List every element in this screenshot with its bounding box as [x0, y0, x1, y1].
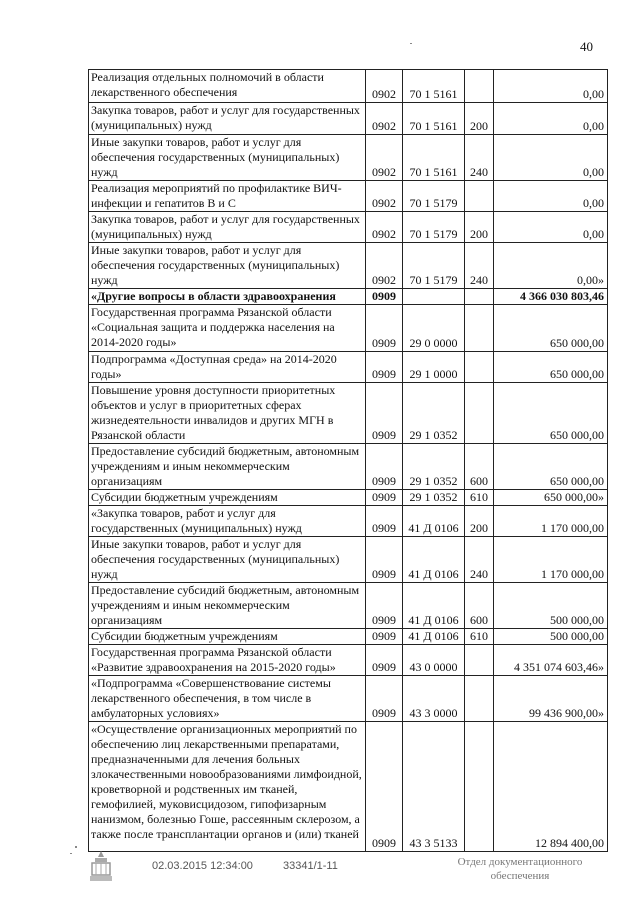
cell-expense-type: 200 — [465, 212, 494, 243]
page-number: 40 — [580, 39, 593, 54]
cell-target-code: 43 3 5133 — [403, 722, 465, 852]
cell-target-code: 70 1 5161 — [403, 135, 465, 181]
footer-timestamp: 02.03.2015 12:34:00 — [152, 860, 253, 872]
cell-section-code: 0902 — [366, 103, 403, 135]
cell-expense-type: 600 — [465, 444, 494, 490]
cell-amount: 0,00 — [494, 181, 608, 212]
table-row — [89, 181, 608, 212]
cell-target-code: 70 1 5161 — [403, 70, 465, 103]
cell-expense-type: 200 — [465, 103, 494, 135]
cell-amount: 4 366 030 803,46 — [494, 289, 608, 305]
cell-target-code: 70 1 5179 — [403, 243, 465, 289]
cell-section-code: 0902 — [366, 135, 403, 181]
cell-expense-type — [465, 352, 494, 383]
cell-expense-type: 240 — [465, 537, 494, 583]
table-row — [89, 289, 608, 305]
emblem-logo — [88, 849, 114, 883]
cell-section-code: 0909 — [366, 629, 403, 645]
cell-expense-type: 610 — [465, 490, 494, 506]
cell-expense-type: 240 — [465, 243, 494, 289]
budget-table — [88, 69, 608, 852]
cell-amount: 1 170 000,00 — [494, 537, 608, 583]
cell-expense-type: 610 — [465, 629, 494, 645]
cell-name: Государственная программа Рязанской области «Социальная защита и поддержка населения на 2014-2020 годы» — [89, 305, 366, 352]
table-row — [89, 676, 608, 722]
cell-expense-type — [465, 645, 494, 676]
cell-name: Предоставление субсидий бюджетным, автономным учреждениям и иным некоммерческим организациям — [89, 444, 366, 490]
table-row — [89, 70, 608, 103]
cell-name: Закупка товаров, работ и услуг для государственных (муниципальных) нужд — [89, 212, 366, 243]
scan-artifact — [70, 853, 72, 854]
cell-amount: 1 170 000,00 — [494, 506, 608, 537]
scan-artifact — [410, 43, 412, 44]
cell-amount: 4 351 074 603,46» — [494, 645, 608, 676]
cell-section-code: 0902 — [366, 181, 403, 212]
table-row — [89, 305, 608, 352]
cell-name: Закупка товаров, работ и услуг для государственных (муниципальных) нужд — [89, 103, 366, 135]
cell-section-code: 0909 — [366, 506, 403, 537]
cell-section-code: 0902 — [366, 212, 403, 243]
cell-amount: 650 000,00 — [494, 444, 608, 490]
cell-name: Субсидии бюджетным учреждениям — [89, 490, 366, 506]
table-row — [89, 506, 608, 537]
cell-target-code: 43 3 0000 — [403, 676, 465, 722]
cell-target-code: 41 Д 0106 — [403, 506, 465, 537]
cell-section-code: 0909 — [366, 305, 403, 352]
cell-target-code: 29 1 0352 — [403, 383, 465, 444]
cell-amount: 12 894 400,00 — [494, 722, 608, 852]
table-row — [89, 103, 608, 135]
cell-section-code: 0902 — [366, 70, 403, 103]
cell-section-code: 0909 — [366, 444, 403, 490]
table-row — [89, 583, 608, 629]
cell-amount: 0,00 — [494, 135, 608, 181]
cell-amount: 500 000,00 — [494, 583, 608, 629]
cell-name: «Осуществление организационных мероприятий по обеспечению лиц лекарственными препаратами, предназначенными для лечения больных злокачественными новообразованиями лимфоидной, кроветворной и родственных им тканей, гемофилией, муковисцидозом, гипофизарным нанизмом, болезнью Гоше, рассеянным склерозом, а также после трансплантации органов и (или) тканей — [89, 722, 366, 852]
cell-amount: 99 436 900,00» — [494, 676, 608, 722]
table-row — [89, 212, 608, 243]
cell-expense-type — [465, 181, 494, 212]
cell-expense-type — [465, 383, 494, 444]
cell-section-code: 0909 — [366, 352, 403, 383]
table-row — [89, 537, 608, 583]
cell-section-code: 0909 — [366, 583, 403, 629]
cell-expense-type: 600 — [465, 583, 494, 629]
cell-target-code: 29 1 0352 — [403, 444, 465, 490]
cell-target-code: 29 0 0000 — [403, 305, 465, 352]
cell-target-code: 70 1 5179 — [403, 181, 465, 212]
cell-section-code: 0909 — [366, 289, 403, 305]
cell-name: «Подпрограмма «Совершенствование системы лекарственного обеспечения, в том числе в амбулаторных условиях» — [89, 676, 366, 722]
cell-name: «Закупка товаров, работ и услуг для государственных (муниципальных) нужд — [89, 506, 366, 537]
cell-section-code: 0909 — [366, 537, 403, 583]
table-row — [89, 629, 608, 645]
footer-document-code: 33341/1-11 — [283, 860, 338, 872]
scan-artifact — [75, 846, 77, 848]
cell-name: Иные закупки товаров, работ и услуг для обеспечения государственных (муниципальных) нужд — [89, 243, 366, 289]
cell-expense-type — [465, 289, 494, 305]
cell-section-code: 0902 — [366, 243, 403, 289]
cell-section-code: 0909 — [366, 676, 403, 722]
cell-name: Предоставление субсидий бюджетным, автономным учреждениям и иным некоммерческим организациям — [89, 583, 366, 629]
table-body — [89, 70, 608, 852]
cell-section-code: 0909 — [366, 645, 403, 676]
cell-name: Иные закупки товаров, работ и услуг для обеспечения государственных (муниципальных) нужд — [89, 135, 366, 181]
cell-amount: 500 000,00 — [494, 629, 608, 645]
cell-expense-type — [465, 70, 494, 103]
cell-name: Субсидии бюджетным учреждениям — [89, 629, 366, 645]
cell-amount: 650 000,00 — [494, 352, 608, 383]
cell-target-code: 41 Д 0106 — [403, 537, 465, 583]
cell-amount: 0,00 — [494, 212, 608, 243]
table-row — [89, 135, 608, 181]
cell-target-code: 29 1 0352 — [403, 490, 465, 506]
cell-section-code: 0909 — [366, 383, 403, 444]
cell-target-code: 70 1 5161 — [403, 103, 465, 135]
cell-name: Подпрограмма «Доступная среда» на 2014-2020 годы» — [89, 352, 366, 383]
cell-target-code: 29 1 0000 — [403, 352, 465, 383]
table-row — [89, 243, 608, 289]
table-row — [89, 352, 608, 383]
cell-amount: 650 000,00 — [494, 383, 608, 444]
footer-department-line2: обеспечения — [490, 870, 550, 882]
cell-expense-type: 240 — [465, 135, 494, 181]
table-row — [89, 645, 608, 676]
cell-target-code: 70 1 5179 — [403, 212, 465, 243]
cell-section-code: 0909 — [366, 722, 403, 852]
footer-department-stamp — [445, 855, 595, 883]
cell-expense-type: 200 — [465, 506, 494, 537]
table-row — [89, 383, 608, 444]
cell-target-code: 41 Д 0106 — [403, 583, 465, 629]
cell-expense-type — [465, 305, 494, 352]
cell-name: Иные закупки товаров, работ и услуг для обеспечения государственных (муниципальных) нужд — [89, 537, 366, 583]
cell-expense-type — [465, 676, 494, 722]
cell-name: Реализация отдельных полномочий в области лекарственного обеспечения — [89, 70, 366, 103]
cell-amount: 0,00 — [494, 103, 608, 135]
cell-expense-type — [465, 722, 494, 852]
cell-amount: 650 000,00 — [494, 305, 608, 352]
cell-section-code: 0909 — [366, 490, 403, 506]
table-row — [89, 490, 608, 506]
cell-amount: 0,00» — [494, 243, 608, 289]
cell-target-code — [403, 289, 465, 305]
cell-amount: 650 000,00» — [494, 490, 608, 506]
cell-name: Повышение уровня доступности приоритетных объектов и услуг в приоритетных сферах жизнедеятельности инвалидов и других МГН в Рязанской области — [89, 383, 366, 444]
cell-target-code: 41 Д 0106 — [403, 629, 465, 645]
footer-department-line1: Отдел документационного — [457, 856, 583, 868]
table-row — [89, 444, 608, 490]
table-row — [89, 722, 608, 852]
cell-target-code: 43 0 0000 — [403, 645, 465, 676]
cell-name: «Другие вопросы в области здравоохранения — [89, 289, 366, 305]
cell-amount: 0,00 — [494, 70, 608, 103]
cell-name: Реализация мероприятий по профилактике ВИЧ-инфекции и гепатитов В и С — [89, 181, 366, 212]
cell-name: Государственная программа Рязанской области «Развитие здравоохранения на 2015-2020 годы» — [89, 645, 366, 676]
